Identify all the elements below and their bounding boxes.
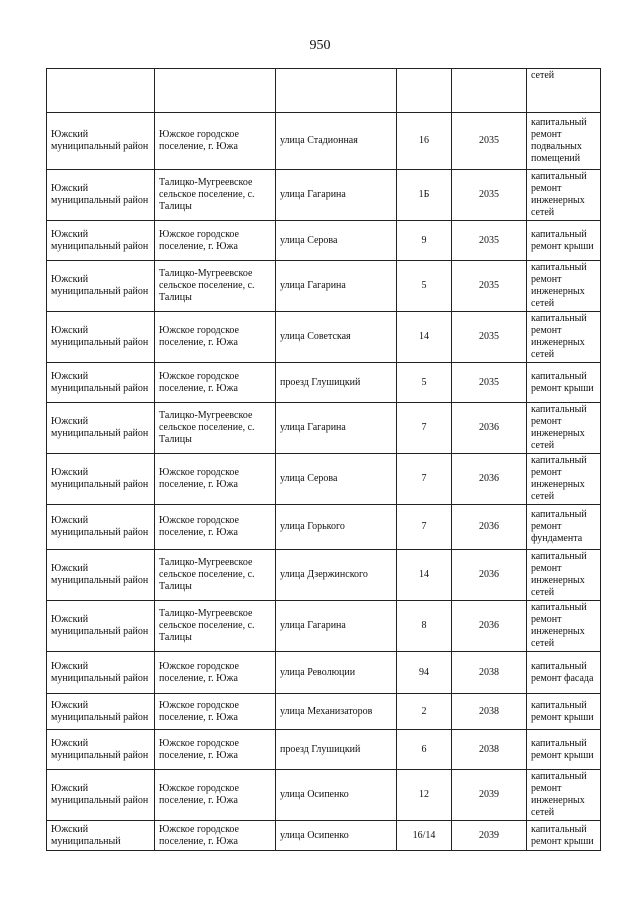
cell-work: капитальный ремонт инженерных сетей — [527, 770, 601, 821]
cell-settlement: Южское городское поселение, г. Южа — [155, 652, 276, 694]
cell-work: капитальный ремонт инженерных сетей — [527, 601, 601, 652]
cell-street: проезд Глушицкий — [276, 363, 397, 403]
cell-work: капитальный ремонт крыши — [527, 730, 601, 770]
cell-work: капитальный ремонт инженерных сетей — [527, 261, 601, 312]
cell-work: капитальный ремонт крыши — [527, 821, 601, 851]
cell-street: улица Серова — [276, 221, 397, 261]
cell-year: 2039 — [452, 770, 527, 821]
cell-work: капитальный ремонт фундамента — [527, 505, 601, 550]
cell-district: Южский муниципальный район — [47, 770, 155, 821]
cell-year: 2035 — [452, 113, 527, 170]
cell-work: капитальный ремонт крыши — [527, 694, 601, 730]
table-row — [47, 730, 601, 770]
cell-street: улица Гагарина — [276, 261, 397, 312]
cell-street: улица Горького — [276, 505, 397, 550]
cell-house: 94 — [397, 652, 452, 694]
cell-house: 5 — [397, 363, 452, 403]
cell-house: 2 — [397, 694, 452, 730]
cell-street: улица Осипенко — [276, 770, 397, 821]
cell-settlement: Южское городское поселение, г. Южа — [155, 821, 276, 851]
cell-house: 12 — [397, 770, 452, 821]
cell-settlement: Южское городское поселение, г. Южа — [155, 730, 276, 770]
table-row — [47, 363, 601, 403]
cell-district — [47, 69, 155, 113]
cell-settlement: Южское городское поселение, г. Южа — [155, 363, 276, 403]
cell-year: 2036 — [452, 403, 527, 454]
cell-district: Южский муниципальный район — [47, 454, 155, 505]
cell-street: улица Революции — [276, 652, 397, 694]
table-row — [47, 312, 601, 363]
cell-street: улица Гагарина — [276, 170, 397, 221]
cell-work: сетей — [527, 69, 601, 113]
table-row — [47, 113, 601, 170]
cell-district: Южский муниципальный район — [47, 170, 155, 221]
cell-settlement: Южское городское поселение, г. Южа — [155, 694, 276, 730]
cell-street: улица Советская — [276, 312, 397, 363]
cell-year: 2035 — [452, 312, 527, 363]
table-row — [47, 170, 601, 221]
repair-schedule-table — [46, 68, 601, 851]
cell-year: 2039 — [452, 821, 527, 851]
table-row — [47, 550, 601, 601]
cell-settlement: Талицко-Мугреевское сельское поселение, с. Талицы — [155, 170, 276, 221]
table-row — [47, 821, 601, 851]
cell-settlement: Талицко-Мугреевское сельское поселение, с. Талицы — [155, 601, 276, 652]
table-row — [47, 770, 601, 821]
page-number: 950 — [309, 38, 331, 53]
cell-street: улица Серова — [276, 454, 397, 505]
cell-settlement: Талицко-Мугреевское сельское поселение, с. Талицы — [155, 403, 276, 454]
cell-district: Южский муниципальный район — [47, 403, 155, 454]
table-row — [47, 261, 601, 312]
cell-settlement: Южское городское поселение, г. Южа — [155, 454, 276, 505]
cell-street: улица Гагарина — [276, 403, 397, 454]
cell-street — [276, 69, 397, 113]
cell-street: улица Осипенко — [276, 821, 397, 851]
cell-settlement: Южское городское поселение, г. Южа — [155, 505, 276, 550]
cell-house: 8 — [397, 601, 452, 652]
cell-street: улица Дзержинского — [276, 550, 397, 601]
cell-work: капитальный ремонт инженерных сетей — [527, 454, 601, 505]
cell-district: Южский муниципальный район — [47, 694, 155, 730]
cell-work: капитальный ремонт инженерных сетей — [527, 550, 601, 601]
cell-house: 14 — [397, 550, 452, 601]
cell-district: Южский муниципальный район — [47, 601, 155, 652]
cell-district: Южский муниципальный район — [47, 652, 155, 694]
cell-work: капитальный ремонт крыши — [527, 221, 601, 261]
cell-year: 2035 — [452, 170, 527, 221]
cell-settlement: Южское городское поселение, г. Южа — [155, 113, 276, 170]
cell-house: 1Б — [397, 170, 452, 221]
cell-year: 2036 — [452, 550, 527, 601]
cell-house: 6 — [397, 730, 452, 770]
cell-settlement — [155, 69, 276, 113]
cell-house: 9 — [397, 221, 452, 261]
cell-house: 16/14 — [397, 821, 452, 851]
cell-year: 2035 — [452, 261, 527, 312]
cell-settlement: Талицко-Мугреевское сельское поселение, с. Талицы — [155, 261, 276, 312]
cell-year: 2038 — [452, 652, 527, 694]
cell-year — [452, 69, 527, 113]
cell-district: Южский муниципальный район — [47, 550, 155, 601]
cell-street: улица Гагарина — [276, 601, 397, 652]
cell-house: 16 — [397, 113, 452, 170]
cell-year: 2035 — [452, 221, 527, 261]
cell-settlement: Южское городское поселение, г. Южа — [155, 312, 276, 363]
cell-house: 7 — [397, 454, 452, 505]
cell-street: улица Механизаторов — [276, 694, 397, 730]
cell-district: Южский муниципальный — [47, 821, 155, 851]
cell-house: 14 — [397, 312, 452, 363]
cell-district: Южский муниципальный район — [47, 312, 155, 363]
cell-settlement: Южское городское поселение, г. Южа — [155, 221, 276, 261]
cell-house: 5 — [397, 261, 452, 312]
cell-work: капитальный ремонт инженерных сетей — [527, 312, 601, 363]
cell-work: капитальный ремонт инженерных сетей — [527, 170, 601, 221]
cell-district: Южский муниципальный район — [47, 730, 155, 770]
cell-work: капитальный ремонт фасада — [527, 652, 601, 694]
cell-year: 2036 — [452, 505, 527, 550]
table-row — [47, 601, 601, 652]
cell-year: 2038 — [452, 694, 527, 730]
cell-work: капитальный ремонт крыши — [527, 363, 601, 403]
cell-work: капитальный ремонт инженерных сетей — [527, 403, 601, 454]
cell-house: 7 — [397, 505, 452, 550]
cell-work: капитальный ремонт подвальных помещений — [527, 113, 601, 170]
table-row — [47, 652, 601, 694]
cell-settlement: Южское городское поселение, г. Южа — [155, 770, 276, 821]
cell-district: Южский муниципальный район — [47, 261, 155, 312]
table-row — [47, 694, 601, 730]
cell-street: проезд Глушицкий — [276, 730, 397, 770]
cell-year: 2036 — [452, 601, 527, 652]
table-row — [47, 454, 601, 505]
table-row-continued — [47, 69, 601, 113]
cell-district: Южский муниципальный район — [47, 363, 155, 403]
table-row — [47, 403, 601, 454]
table-body — [47, 69, 601, 851]
cell-year: 2035 — [452, 363, 527, 403]
cell-house — [397, 69, 452, 113]
cell-street: улица Стадионная — [276, 113, 397, 170]
cell-year: 2036 — [452, 454, 527, 505]
cell-settlement: Талицко-Мугреевское сельское поселение, с. Талицы — [155, 550, 276, 601]
cell-house: 7 — [397, 403, 452, 454]
table-row — [47, 505, 601, 550]
cell-district: Южский муниципальный район — [47, 505, 155, 550]
cell-district: Южский муниципальный район — [47, 221, 155, 261]
cell-year: 2038 — [452, 730, 527, 770]
table-row — [47, 221, 601, 261]
cell-district: Южский муниципальный район — [47, 113, 155, 170]
